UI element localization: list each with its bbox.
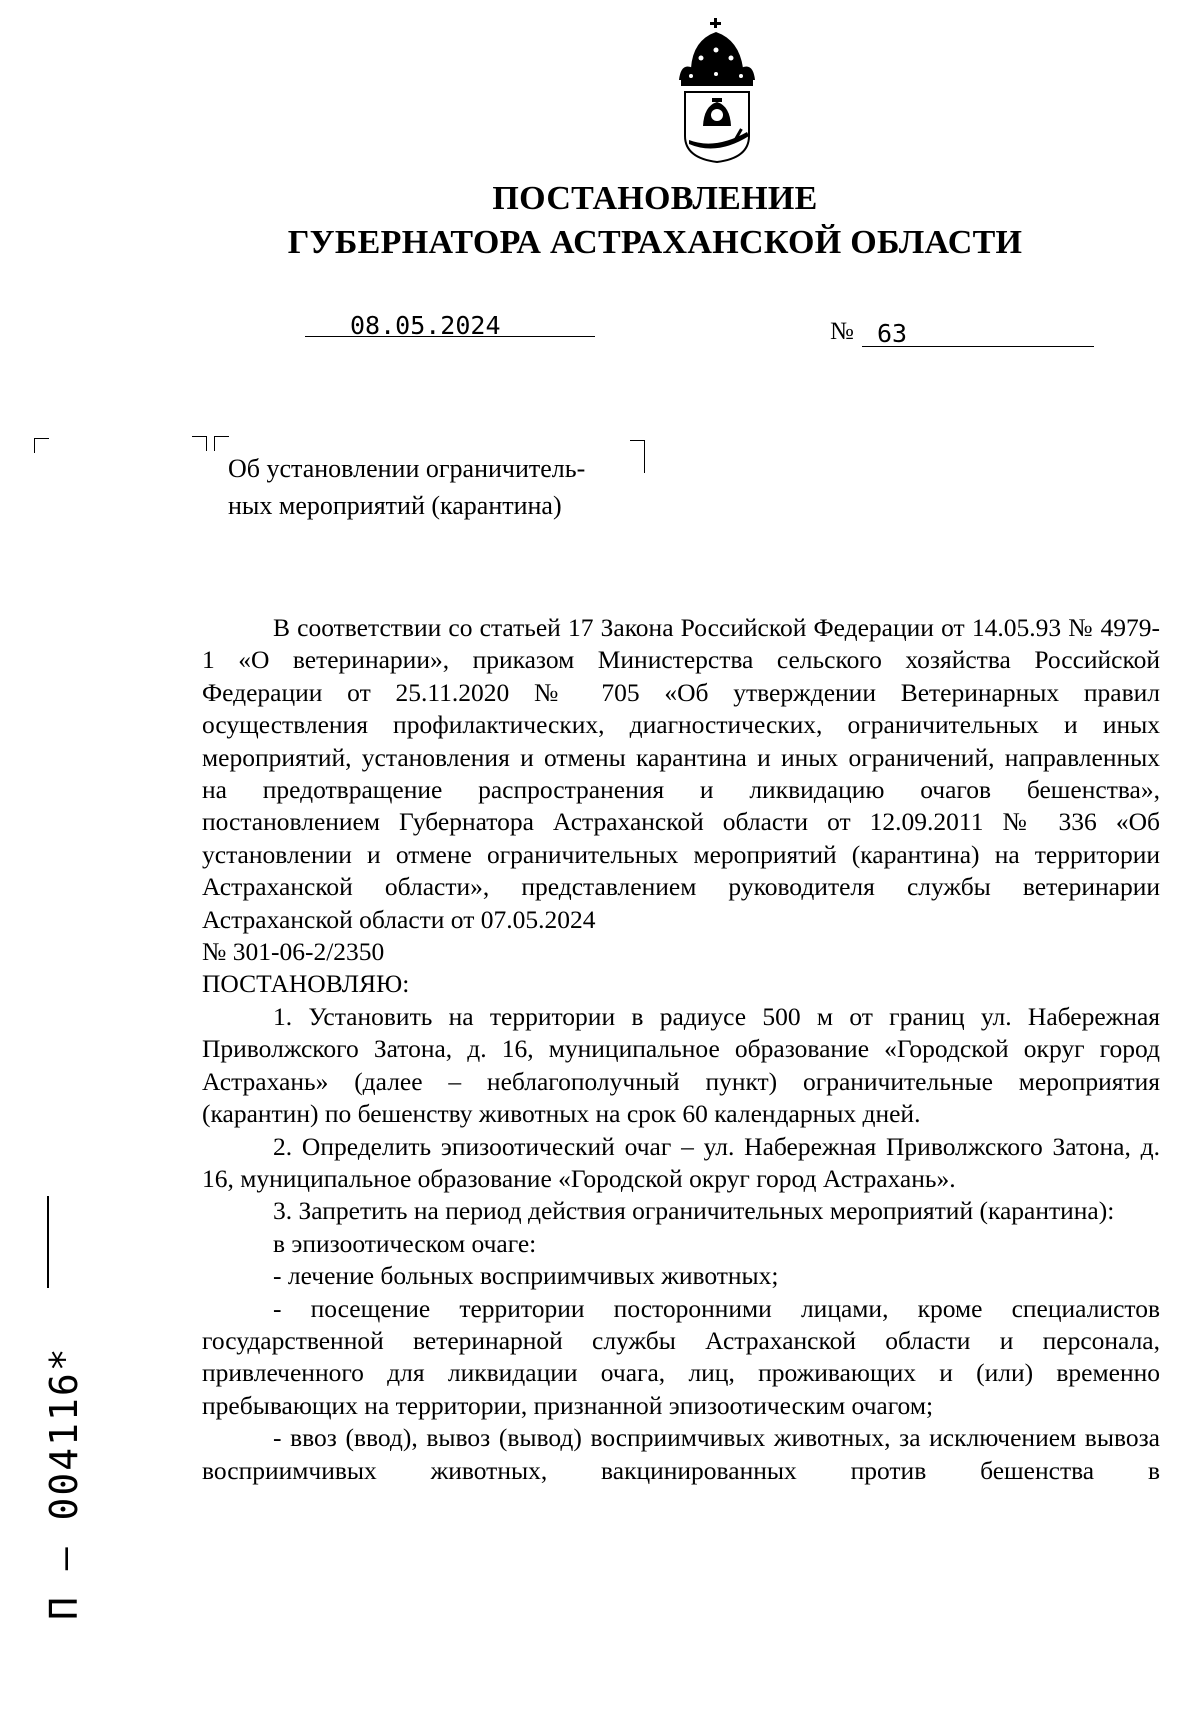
document-subject <box>228 450 585 524</box>
corner-mark <box>34 438 49 453</box>
corner-mark <box>192 436 207 451</box>
document-title: ПОСТАНОВЛЕНИЕ <box>492 180 818 217</box>
item-3-subheading: в эпизоотическом очаге: <box>273 1228 537 1258</box>
subject-line: ных мероприятий (карантина) <box>228 491 562 520</box>
decree-word: ПОСТАНОВЛЯЮ: <box>202 969 410 999</box>
corner-mark <box>214 436 229 451</box>
coat-of-arms-emblem <box>671 18 763 164</box>
number-sign: № <box>830 318 854 345</box>
document-number: 63 <box>877 319 908 348</box>
item-3-point-b: - посещение территории посторонними лицами, кроме специалистов государственной ветеринарной службы Астраханской области и персонала, привлеченного для ликвидации очага, лиц, проживающих и (или) временно пребывающих на территории, признанной эпизоотическим очагом; <box>202 1293 1160 1420</box>
item-3: 3. Запретить на период действия ограничительных мероприятий (карантина): <box>273 1196 1115 1226</box>
side-mark-bar <box>47 1196 49 1288</box>
document-date: 08.05.2024 <box>350 311 501 340</box>
item-3-point-a: - лечение больных восприимчивых животных; <box>273 1261 779 1291</box>
subject-line: Об установлении ограничитель- <box>228 454 586 483</box>
corner-mark <box>630 440 645 473</box>
item-1: 1. Установить на территории в радиусе 500 м от границ ул. Набережная Приволжского Затона, д. 16, муниципальное образование «Городской округ город Астрахань» (далее – неблагополучный пункт) ограничительные мероприятия (карантин) по бешенству животных на срок 60 календарных дней. <box>202 1001 1160 1129</box>
item-2: 2. Определить эпизоотический очаг – ул. Набережная Приволжского Затона, д. 16, муниципальное образование «Городской округ город Астрахань». <box>202 1131 1160 1193</box>
document-body <box>202 612 1160 1487</box>
document-issuer: ГУБЕРНАТОРА АСТРАХАНСКОЙ ОБЛАСТИ <box>287 224 1023 261</box>
side-registration-code: П – 004116* <box>42 1346 86 1620</box>
preamble-end: № 301-06-2/2350 <box>202 937 385 967</box>
item-3-point-c: - ввоз (ввод), вывоз (вывод) восприимчивых животных, за исключением вывоза восприимчивых животных, вакцинированных против бешенства в <box>202 1423 1160 1485</box>
preamble-paragraph: В соответствии со статьей 17 Закона Российской Федерации от 14.05.93 № 4979-1 «О ветеринарии», приказом Министерства сельского хозяйства Российской Федерации от 25.11.2020 № 705 «Об утверждении Ветеринарных правил осуществления профилактических, диагностических, ограничительных и иных мероприятий, установления и отмены карантина и иных ограничений, направленных на предотвращение распространения и ликвидацию очагов бешенства», постановлением Губернатора Астраханской области от 12.09.2011 № 336 «Об установлении и отмене ограничительных мероприятий (карантина) на территории Астраханской области», представлением руководителя службы ветеринарии Астраханской области от 07.05.2024 <box>202 613 1160 934</box>
